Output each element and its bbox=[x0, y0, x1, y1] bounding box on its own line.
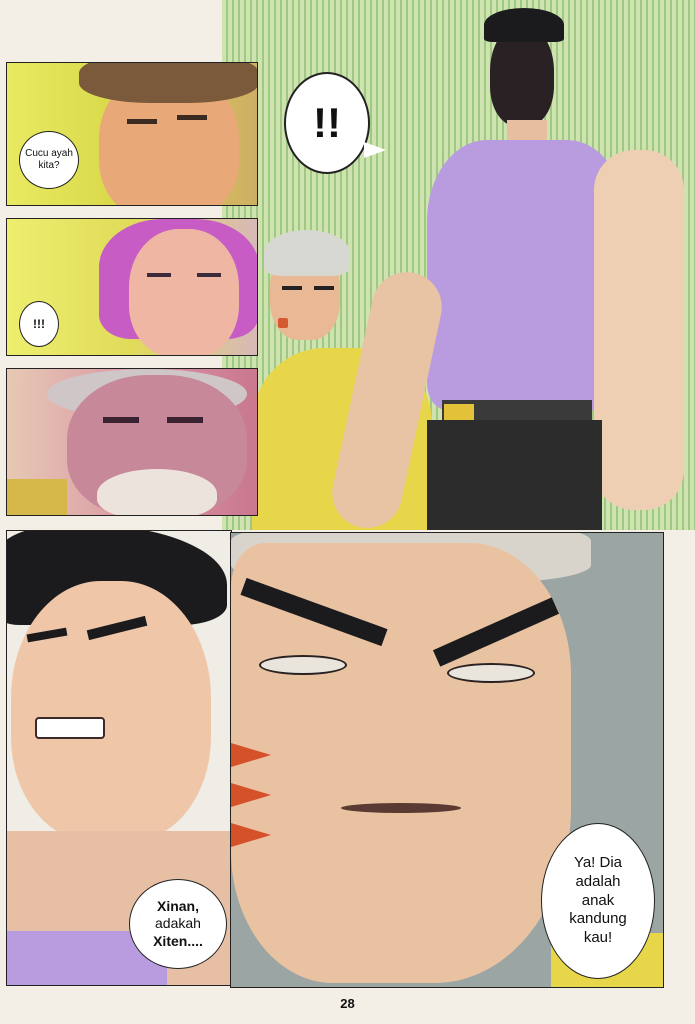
line-4: kandung bbox=[569, 910, 627, 928]
speech-bubble bbox=[19, 301, 59, 347]
speech-text: !!! bbox=[33, 316, 45, 331]
line-2: adakah bbox=[155, 915, 201, 932]
panel-tall-figures bbox=[222, 0, 695, 530]
exclaim-text: !! bbox=[313, 98, 341, 146]
speech-text bbox=[569, 854, 627, 948]
speech-bubble bbox=[541, 823, 655, 979]
line-3: anak bbox=[581, 891, 615, 909]
panel-1 bbox=[6, 62, 258, 206]
speech-text: Cucu ayah kita? bbox=[25, 147, 73, 171]
bubble-tail bbox=[364, 142, 386, 158]
panel-3 bbox=[6, 368, 258, 516]
exclaim-bubble bbox=[284, 72, 370, 174]
line-5: kau! bbox=[583, 929, 613, 947]
line-1: Ya! Dia bbox=[573, 854, 623, 872]
panel-2 bbox=[6, 218, 258, 356]
speech-bubble bbox=[129, 879, 227, 969]
panel-4 bbox=[6, 530, 232, 986]
panel-5 bbox=[230, 532, 664, 988]
line-3: Xiten.... bbox=[153, 932, 203, 949]
line-1: Xinan, bbox=[156, 897, 199, 914]
line-2: adalah bbox=[575, 872, 621, 890]
speech-bubble bbox=[19, 131, 79, 189]
page-number: 28 bbox=[340, 996, 355, 1011]
speech-text bbox=[153, 898, 203, 951]
